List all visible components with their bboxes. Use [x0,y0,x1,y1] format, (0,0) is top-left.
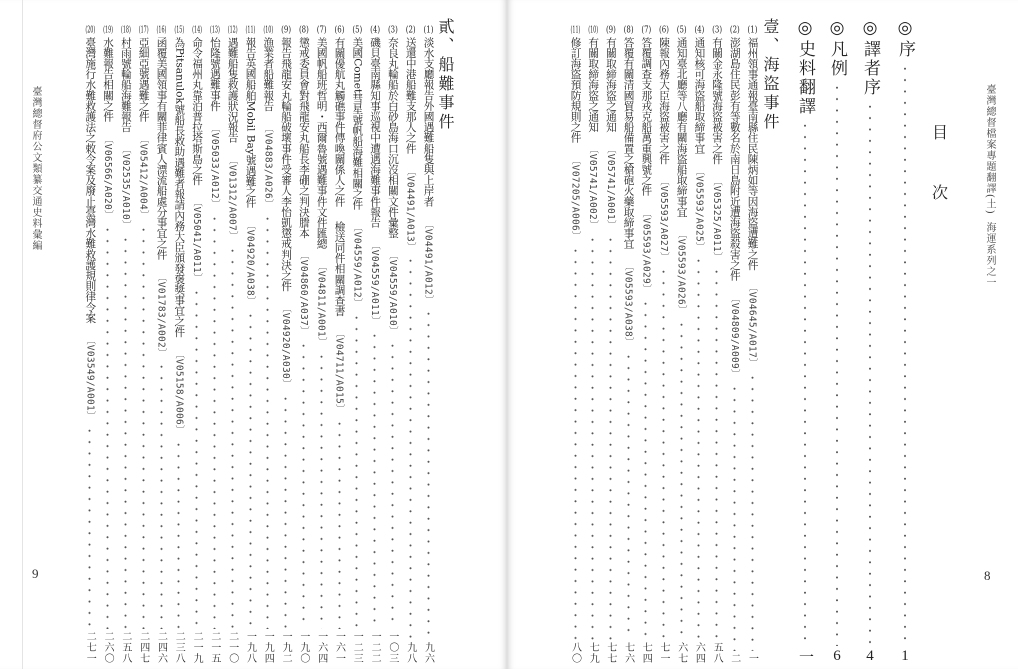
entry-page-number: 一 [746,653,758,664]
toc-entry[interactable] [81,26,98,664]
entry-title: 有關優航丸觸礁事件傳喚關係人之件 [333,37,346,207]
toc-entry[interactable] [188,26,205,664]
entry-title: 怡隆號遇難事件 [208,37,221,112]
archive-reference: 〔V03549/A001〕 [84,335,96,422]
front-matter-entry[interactable] [893,18,917,665]
entry-number: (16) [156,26,167,35]
entry-title: 有關金永隆號海盜被害之件 [711,37,724,165]
entry-page-number: 1 [897,648,913,665]
toc-entry[interactable] [331,26,348,664]
archive-reference: 〔V04920/A038〕 [244,219,256,306]
entry-page-number: 二一五 [208,631,220,664]
archive-reference: 〔V05593/A027〕 [658,176,669,263]
toc-title-char: 目 [932,123,949,142]
entry-page-number: 一二二 [369,631,381,664]
entry-number: (5) [676,26,687,35]
entry-title: 澎湖島住民彭有等數名於南日島附近遭海盜殺害之件 [728,37,741,281]
toc-title-char: 次 [932,183,949,202]
toc-entry[interactable] [584,26,601,664]
entry-page-number: 七七 [604,642,616,664]
dot-leader [402,255,419,640]
entry-number: (18) [120,26,131,35]
dot-leader [366,330,383,629]
dot-leader [295,340,312,629]
entry-title: 水難報告相關之件 [102,37,115,122]
toc-entry[interactable] [313,26,330,664]
entry-title: 命令福州丸靠泊普拉塔斯島之件 [191,37,204,186]
archive-reference: 〔V05741/A002〕 [587,144,599,231]
dot-leader [744,372,761,651]
entry-title: 有關取締海盜之通知 [587,37,600,133]
archive-reference: 〔V04809/A009〕 [728,292,740,379]
toc-entry[interactable] [726,26,743,664]
entry-page-number: 一六一 [333,631,345,664]
entry-number: (9) [605,26,616,35]
entry-page-number: 六七 [675,642,687,664]
archive-reference: 〔V07205/A006〕 [569,155,581,241]
dot-leader [567,245,584,640]
entry-page-number: 一二三 [351,631,363,664]
entry-page-number: 一九四 [262,631,274,664]
dot-leader [81,425,98,629]
entry-number: (10) [588,26,599,35]
dot-leader [858,101,882,646]
entry-title: 美國帆船班哲明・西爾魯號遇難事件文件匯總 [315,37,328,249]
entry-title: ◎史料翻譯 [795,18,815,116]
entry-number: (3) [387,26,398,35]
entry-number: (4) [694,26,705,35]
dot-leader [153,361,170,629]
dot-leader [726,383,743,651]
toc-entry[interactable] [259,26,276,664]
entry-title: 為Pitsanulok號船長救助遇難者報請內務大臣頒發褒獎事宜之件 [173,37,186,338]
entry-number: (7) [316,26,327,35]
entry-number: (6) [334,26,345,35]
entry-number: (11) [570,26,581,35]
entry-number: (13) [209,26,220,35]
archive-reference: 〔V05033/A012〕 [208,123,220,210]
archive-reference: 〔V04883/A026〕 [262,123,274,210]
archive-reference: 〔V04711/A015〕 [333,328,345,414]
entry-page-number: 6 [829,648,845,665]
dot-leader [206,213,223,629]
entry-page-number: 七九 [587,642,599,664]
dot-leader [259,213,276,629]
entry-title: 通知核可海盜船取締事宜 [693,37,706,154]
entry-number: (3) [712,26,723,35]
dot-leader [117,234,134,629]
entry-number: (10) [263,26,274,35]
toc-entry[interactable] [708,26,725,664]
front-matter-entry[interactable] [793,18,817,665]
entry-number: (1) [423,26,434,35]
entry-title: 答覆有關清國貿易船備置之槍砲火藥取締事宜 [622,37,635,249]
archive-reference: 〔V04491/A013〕 [404,165,416,252]
toc-entry[interactable] [402,26,419,664]
entry-number: (5) [352,26,363,35]
entry-page-number: 九六 [422,642,434,664]
dot-leader [188,287,205,629]
archive-reference: 〔V04645/A017〕 [746,282,758,369]
entry-number: (6) [659,26,669,35]
entry-page-number: 八〇 [569,642,581,664]
toc-entry[interactable] [295,26,312,664]
toc-entry[interactable] [655,26,672,664]
toc-entry[interactable] [366,26,383,664]
entry-page-number: 4 [862,648,878,665]
entry-page-number: 一九八 [244,631,256,664]
dot-leader [242,310,259,629]
toc-entry[interactable] [744,26,761,664]
dot-leader [331,418,348,629]
toc-entry[interactable] [602,26,619,664]
entry-title: 修訂海盜預防規則之件 [569,37,582,143]
entry-title: 遇難船隻救護狀況報告 [226,37,239,143]
entry-title: 漁業者船難報告 [262,37,275,112]
toc-entry[interactable] [99,26,116,664]
archive-reference: 〔V04491/A012〕 [422,218,434,305]
running-header: 臺灣總督府公文類纂交通史料彙編 [30,86,41,251]
entry-title: 陳報內務大臣海盜被害之件 [658,37,670,165]
entry-subtitle: 檢送同件相關調查書 [333,220,346,317]
right-page [507,0,1018,669]
entry-number: (12) [227,26,238,35]
entry-page-number: 二 [728,653,740,664]
left-page [0,0,507,669]
entry-page-number: 二七一 [84,631,96,664]
archive-reference: 〔V05325/A011〕 [711,176,723,263]
toc-entry[interactable] [673,26,690,664]
archive-reference: 〔V05593/A025〕 [693,165,705,252]
page-number: 8 [984,568,991,583]
archive-reference: 〔V05412/A004〕 [137,133,149,220]
dot-leader [655,266,672,640]
dot-leader [348,312,365,629]
entry-title: 報告英國船舶Mobil Bay號遇難之件 [244,37,257,208]
dot-leader [99,224,116,629]
toc-entry[interactable] [277,26,294,664]
archive-reference: 〔V01783/A002〕 [155,271,167,358]
entry-title: 報告飛龍安丸輪船破壞事件受審人李怡凱懲戒判決之件 [280,37,293,292]
running-header-title: 臺灣總督檔案專題翻譯(土) [984,84,995,215]
toc-entry[interactable] [153,26,170,664]
toc-entry[interactable] [637,26,654,664]
entry-page-number: 五八 [711,642,723,664]
dot-leader [620,351,637,640]
archive-reference: 〔V05158/A006〕 [173,349,185,435]
dot-leader [825,82,849,646]
dot-leader [384,340,401,629]
section-heading: 壹、海盜事件 [761,18,780,132]
archive-reference: 〔V05741/A001〕 [604,144,616,231]
archive-reference: 〔V05593/A038〕 [622,261,634,347]
toc-entry[interactable] [567,26,584,664]
entry-title: 送還中港船難支那人之件 [404,37,417,154]
entry-title: 美國Comet彗星號帆船海難相關之件 [351,37,364,210]
entry-page-number: 七四 [640,642,652,664]
entry-title: 福州領事通報臺南縣住民陳炳如等因海盜遭難之件 [746,37,759,271]
toc-entry[interactable] [384,26,401,664]
entry-page-number: 二五八 [119,631,131,664]
entry-number: (2) [729,26,740,35]
dot-leader [690,255,707,640]
entry-title: 答覆調查支那戎克船萬重興號之件 [640,37,653,196]
dot-leader [224,245,241,629]
entry-title: ◎凡例 [827,18,847,78]
toc-entry[interactable] [170,26,187,664]
running-header-series: 海運系列之一 [984,222,995,288]
entry-page-number: 六四 [693,642,705,664]
entry-number: (9) [281,26,292,35]
archive-reference: 〔V04920/A030〕 [280,303,292,390]
entry-page-number: 二四七 [137,631,149,664]
toc-entry[interactable] [420,26,437,664]
entry-page-number: 七六 [622,642,634,664]
front-matter-entry[interactable] [858,18,882,665]
entry-number: (17) [138,26,149,35]
toc-entry[interactable] [206,26,223,664]
dot-leader [170,439,187,629]
archive-reference: 〔V04559/A010〕 [386,250,398,337]
toc-entry[interactable] [135,26,152,664]
entry-title: 磯貝臺南縣知事巡視中遭遇海難事件報告 [369,37,382,228]
entry-title: 通知臺北廳等八廳有關海盜船取締事宜 [675,37,688,218]
entry-page-number: 二一〇 [226,631,238,664]
toc-entry[interactable] [348,26,365,664]
entry-title: 村雨號輪船海難報告 [119,37,132,133]
entry-page-number: 二三八 [173,631,185,664]
entry-number: (19) [103,26,114,35]
entry-title: 奈良丸輪船於白砂島海口沉沒相關文件彙整 [386,37,399,239]
entry-page-number: 一 [797,649,813,665]
archive-reference: 〔V05041/A011〕 [191,197,203,284]
dot-leader [893,63,917,646]
entry-page-number: 一九二 [280,631,292,664]
entry-page-number: 二四六 [155,631,167,664]
entry-page-number: 七一 [658,642,669,664]
entry-title: 有關取締海盜之通知 [604,37,617,133]
entry-number: (11) [245,26,256,35]
page-number: 9 [32,566,39,581]
archive-reference: 〔V06566/A020〕 [102,133,114,220]
entry-title: ◎序 [895,18,915,59]
entry-number: (8) [623,26,634,35]
entry-page-number: 一六四 [315,631,327,664]
entry-page-number: 九八 [404,642,416,664]
entry-title: 臺灣施行水難救護法之敕令案及廢止臺灣水難救護規則律令案 [84,37,97,324]
entry-title: 亞細亞號遇難之件 [137,37,150,122]
front-matter-entry[interactable] [825,18,849,665]
entry-page-number: 一九〇 [297,631,309,664]
entry-number: (7) [641,26,652,35]
dot-leader [135,224,152,629]
entry-number: (15) [174,26,185,35]
archive-reference: 〔V05593/A029〕 [640,208,652,294]
dot-leader [793,120,817,647]
entry-number: (8) [298,26,309,35]
toc-entry[interactable] [242,26,259,664]
entry-number: (20) [85,26,96,35]
dot-leader [637,298,654,640]
entry-page-number: 一〇三 [386,631,398,664]
toc-entry[interactable] [620,26,637,664]
toc-entry[interactable] [117,26,134,664]
entry-title: ◎譯者序 [860,18,880,97]
entry-title: 懲戒委員會對飛龍安丸船長李硼之判決謄本 [297,37,310,239]
toc-entry[interactable] [690,26,707,664]
dot-leader [313,351,330,629]
entry-page-number: 二一九 [191,631,203,664]
toc-entry[interactable] [224,26,241,664]
entry-number: (14) [192,26,203,35]
archive-reference: 〔V04860/A037〕 [297,250,309,337]
entry-number: (2) [405,26,416,35]
dot-leader [602,234,619,640]
entry-number: (1) [747,26,758,35]
entry-page-number: 二六〇 [102,631,114,664]
dot-leader [277,393,294,629]
dot-leader [420,308,437,640]
entry-title: 淡水支廳報告外國遇難船隻與上岸者 [422,37,435,207]
archive-reference: 〔V04811/A001〕 [315,261,327,347]
archive-reference: 〔V02535/A010〕 [119,144,131,231]
dot-leader [673,319,690,640]
entry-title: 函覆美國領事有關菲律賓人漂流船處分事宜之件 [155,37,168,260]
dot-leader [584,234,601,640]
dot-leader [708,266,725,640]
section-heading: 貳、船難事件 [436,18,455,132]
archive-reference: 〔V04559/A011〕 [369,239,381,326]
archive-reference: 〔V04559/A012〕 [351,221,363,308]
entry-number: (4) [370,26,381,35]
archive-reference: 〔V05593/A026〕 [675,229,687,316]
archive-reference: 〔V01312/A007〕 [226,155,238,241]
